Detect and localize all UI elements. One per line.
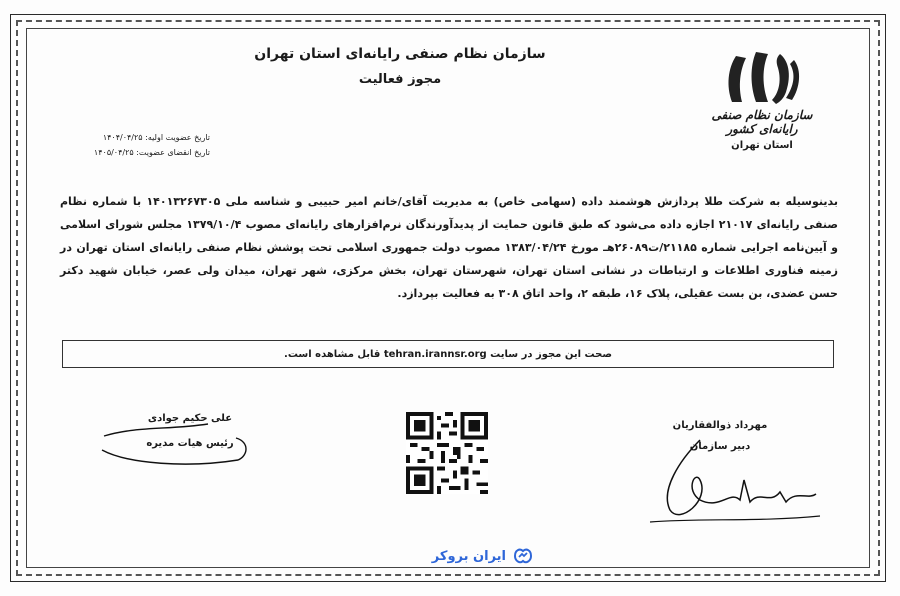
verification-box bbox=[62, 340, 834, 368]
logo-organization-name: سازمان نظام صنفی رایانه‌ای کشور bbox=[711, 108, 813, 136]
brand-watermark bbox=[394, 544, 534, 568]
chairman-title: رئیس هیات مدیره bbox=[146, 438, 234, 449]
secretary-name: مهرداد ذوالفقاریان bbox=[672, 420, 768, 431]
brand-logo-icon bbox=[512, 546, 534, 566]
secretary-signature-icon bbox=[640, 430, 830, 530]
chairman-name: علی حکیم جوادی bbox=[147, 413, 233, 424]
license-body-text: بدینوسیله به شرکت طلا پردازش هوشمند داده (سهامی خاص) به مدیریت آقای/خانم امیر حبیبی و شناسه ملی ۱۴۰۱۳۲۶۷۳۰۵ با شماره نظام صنفی رایانه‌ای ۲۱۰۱۷ اجازه داده می‌شود که طبق قانون حمایت از پدیدآورندگان نرم‌افزارهای رایانه‌ای مصوب ۱۳۷۹/۱۰/۴ مجلس شورای اسلامی و آیین‌نامه اجرایی شماره ۲۱۱۸۵/ت۲۶۰۸۹هـ مورخ ۱۳۸۳/۰۴/۲۴ مصوب دولت جمهوری اسلامی تحت پوشش نظام صنفی رایانه‌ای استان تهران در زمینه فناوری اطلاعات و ارتباطات در نشانی استان تهران، شهرستان تهران، بخش مرکزی، شهر تهران، میدان ولی عصر، خیابان شهید دکتر حسن عضدی، بن بست عقیلی، پلاک ۱۶، طبقه ۲، واحد اتاق ۳۰۸ به فعالیت بپردازد. bbox=[60, 195, 839, 300]
logo-province: استان تهران bbox=[731, 140, 793, 151]
document-title: سازمان نظام صنفی رایانه‌ای استان تهران bbox=[254, 46, 546, 62]
verification-text: صحت این مجوز در سایت tehran.irannsr.org قابل مشاهده است. bbox=[284, 348, 612, 360]
brand-name: ایران بروکر bbox=[431, 548, 506, 564]
membership-dates bbox=[60, 130, 210, 160]
qr-code-icon bbox=[406, 412, 488, 494]
first-membership-date: تاریخ عضویت اولیه: ۱۴۰۴/۰۴/۲۵ bbox=[102, 133, 210, 142]
secretary-title: دبیر سازمان bbox=[689, 441, 751, 452]
expiry-date: تاریخ انقضای عضویت: ۱۴۰۵/۰۴/۲۵ bbox=[93, 148, 210, 157]
document-subtitle: مجوز فعالیت bbox=[358, 72, 442, 87]
